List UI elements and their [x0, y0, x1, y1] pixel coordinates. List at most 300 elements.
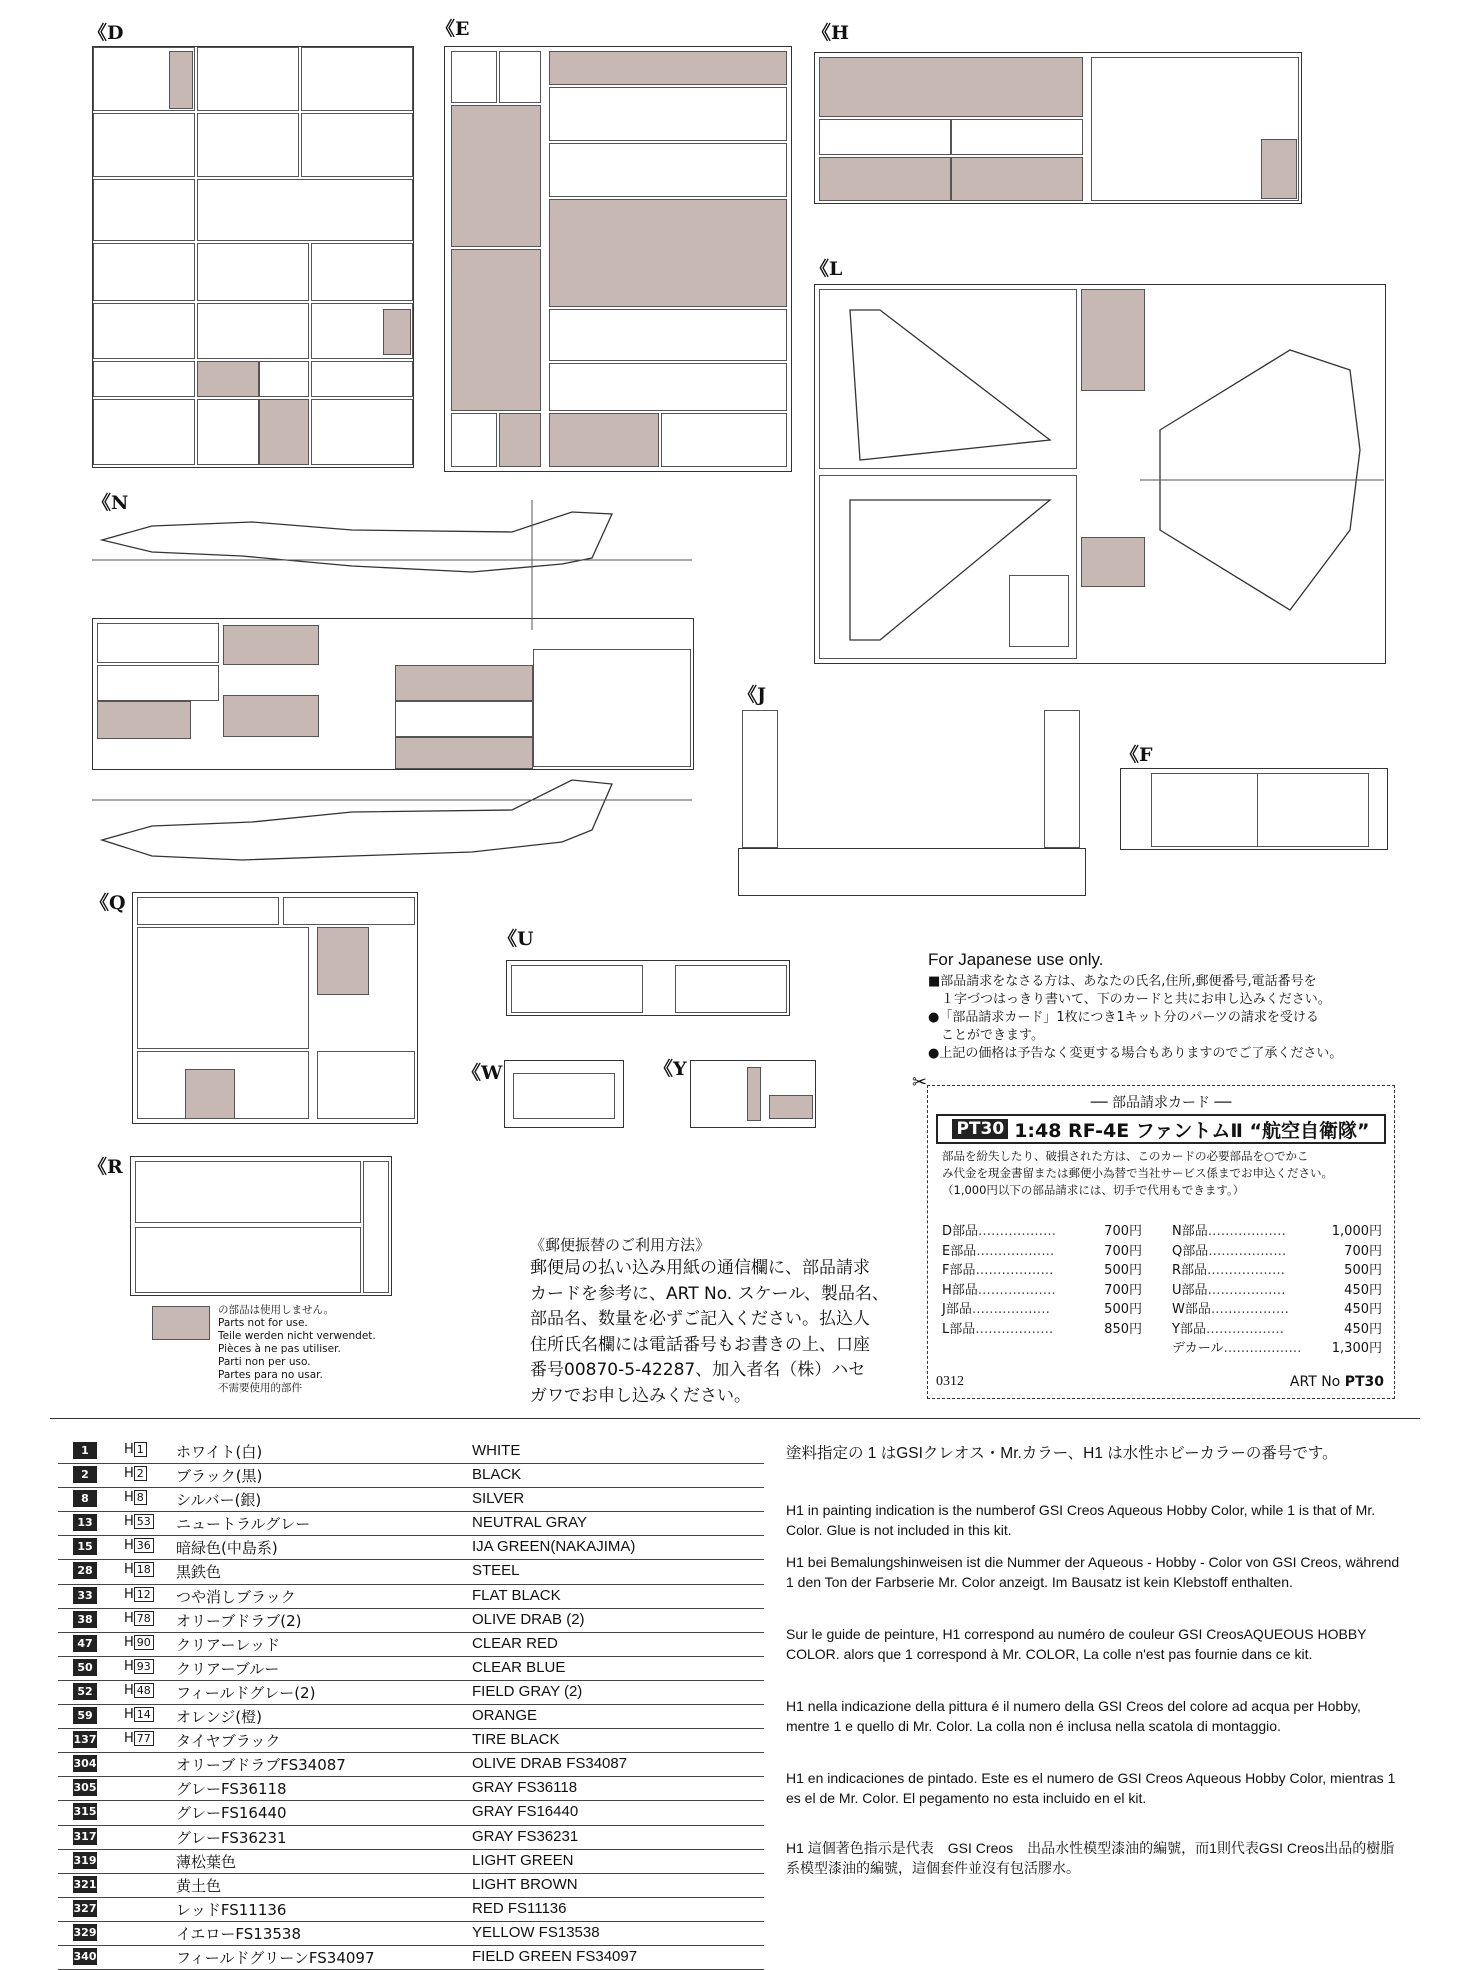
unused-part-cell: [769, 1095, 813, 1119]
paint-name-jp: シルバー(銀): [176, 1491, 262, 1510]
part-cell: [499, 51, 541, 103]
paint-name-en: NEUTRAL GRAY: [472, 1514, 588, 1532]
price-value: 1,300円: [1331, 1341, 1382, 1356]
unused-part-cell: [223, 625, 319, 665]
japanese-use-title: For Japanese use only.: [928, 950, 1104, 969]
section-divider: [50, 1418, 1420, 1419]
paint-row: [58, 1464, 764, 1488]
part-cell: [197, 179, 413, 241]
paint-color-table: [58, 1440, 764, 1970]
paint-name-en: OLIVE DRAB (2): [472, 1610, 585, 1628]
paint-row: [58, 1777, 764, 1801]
mr-color-number: 319: [73, 1853, 97, 1867]
paint-name-en: GRAY FS36231: [472, 1827, 579, 1845]
paint-name-en: GRAY FS16440: [472, 1803, 579, 1821]
paint-name-en: LIGHT BROWN: [472, 1875, 578, 1893]
unused-parts-swatch: [152, 1306, 210, 1340]
part-cell: [93, 303, 195, 359]
postal-line: 郵便局の払い込み用紙の通信欄に、部品請求: [530, 1258, 870, 1278]
unused-part-cell: [549, 199, 787, 307]
sprue-h: [814, 52, 1302, 204]
mr-color-number: 1: [73, 1442, 97, 1459]
sprue-y-label: 《Y: [654, 1058, 687, 1080]
paint-name-jp: クリアーレッド: [176, 1635, 281, 1654]
paint-name-jp: 暗緑色(中島系): [176, 1539, 278, 1558]
mr-color-number: 321: [73, 1877, 97, 1891]
paint-name-jp: 黄土色: [176, 1876, 222, 1895]
paint-name-jp: クリアーブルー: [176, 1659, 280, 1678]
hobby-color-code: [124, 1490, 147, 1505]
part-cell: [395, 701, 533, 737]
price-part: Y部品: [1172, 1321, 1206, 1337]
sprue-e: [444, 46, 792, 472]
note-zh: H1 這個著色指示是代表 GSI Creos 出品水性模型漆油的編號，而1則代表GSI Creos出品的樹脂系模型漆油的編號，這個套件並沒有包活膠水。: [786, 1840, 1395, 1876]
sprue-e-label: 《E: [436, 18, 470, 40]
paint-row: [58, 1560, 764, 1584]
price-row: [942, 1298, 1142, 1317]
price-part: H部品: [942, 1282, 978, 1298]
paint-row: [58, 1874, 764, 1898]
part-cell: [819, 119, 951, 155]
hobby-prefix: H: [124, 1610, 134, 1626]
mr-color-number: 304: [73, 1757, 97, 1771]
sprue-u-label: 《U: [498, 928, 534, 950]
sprue-q-label: 《Q: [90, 892, 126, 914]
part-cell: [533, 649, 691, 767]
part-cell: [951, 119, 1083, 155]
dot-leader: ………………: [975, 1263, 1054, 1278]
part-cell: [549, 309, 787, 361]
part-cell: [197, 399, 259, 465]
hobby-prefix: H: [124, 1658, 134, 1674]
unused-part-cell: [819, 57, 1083, 117]
paint-row: [58, 1633, 764, 1657]
japanese-use-notes: [928, 973, 1342, 1063]
price-row: [942, 1220, 1142, 1239]
part-cell: [311, 399, 413, 465]
paint-name-jp: ホワイト(白): [176, 1443, 263, 1461]
part-cell: [137, 927, 309, 1049]
part-cell: [93, 399, 195, 465]
mr-color-number: 329: [73, 1925, 97, 1939]
mr-color-number: 305: [73, 1781, 97, 1795]
part-cell: [197, 243, 309, 301]
paint-name-en: IJA GREEN(NAKAJIMA): [472, 1538, 636, 1556]
hobby-number: 90: [134, 1635, 154, 1650]
part-cell: [511, 965, 643, 1013]
unused-part-cell: [97, 701, 191, 739]
sprue-j-label: 《J: [738, 684, 766, 706]
price-row: [942, 1279, 1142, 1298]
unused-part-cell: [395, 665, 533, 701]
paint-name-en: CLEAR RED: [472, 1634, 558, 1652]
part-cell: [97, 665, 219, 701]
dot-leader: ………………: [1223, 1341, 1302, 1356]
unused-part-cell: [747, 1067, 761, 1121]
mr-color-number: 8: [73, 1490, 97, 1507]
mr-color-number: 327: [73, 1901, 97, 1915]
legend-line: Teile werden nicht verwendet.: [218, 1330, 376, 1342]
part-cell: [738, 848, 1086, 896]
unused-part-cell: [549, 51, 787, 85]
unused-part-cell: [499, 413, 541, 467]
paint-row: [58, 1440, 764, 1464]
fuselage-half-upper-drawing: [92, 500, 692, 630]
price-value: 450円: [1344, 1282, 1382, 1298]
card-desc-line: み代金を現金書留または郵便小為替で当社サービス係までお申込ください。: [942, 1166, 1333, 1180]
hobby-color-code: [124, 1538, 154, 1553]
paint-name-jp: オリーブドラブFS34087: [176, 1756, 346, 1775]
sprue-f: [1120, 768, 1388, 850]
note-de: H1 bei Bemalungshinweisen ist die Nummer der Aqueous - Hobby - Color von GSI Creos, während 1 den Ton der Farbserie Mr. Color anzeigt. Im Bausatz ist kein Klebstoff enthalten.: [786, 1554, 1400, 1590]
paint-name-en: FLAT BLACK: [472, 1586, 561, 1604]
paint-name-jp: イエローFS13538: [176, 1924, 302, 1943]
unused-part-cell: [1261, 139, 1297, 199]
price-value: 700円: [1344, 1243, 1382, 1259]
price-row: [942, 1259, 1142, 1278]
price-part: D部品: [942, 1224, 979, 1239]
paint-name-en: STEEL: [472, 1562, 520, 1580]
sprue-r-label: 《R: [88, 1156, 123, 1178]
hobby-prefix: H: [124, 1490, 134, 1506]
paint-name-jp: 黒鉄色: [176, 1563, 222, 1582]
sprue-d-label: 《D: [88, 22, 124, 44]
hobby-color-code: [124, 1442, 147, 1457]
hobby-number: 93: [134, 1659, 154, 1674]
postal-title: 《郵便振替のご利用方法》: [530, 1236, 711, 1254]
part-cell: [549, 363, 787, 411]
paint-name-en: WHITE: [472, 1442, 521, 1459]
part-cell: [93, 361, 195, 397]
price-part: N部品: [1172, 1224, 1208, 1239]
hobby-color-code: [124, 1587, 154, 1602]
sprue-h-label: 《H: [812, 22, 849, 44]
part-cell: [742, 710, 778, 848]
card-code: 0312: [936, 1374, 964, 1389]
paint-name-jp: フィールドグレー(2): [176, 1683, 316, 1702]
dot-leader: ………………: [1207, 1282, 1286, 1298]
unused-parts-legend: [218, 1304, 376, 1395]
dot-leader: ………………: [978, 1224, 1057, 1239]
part-cell: [1044, 710, 1080, 848]
paint-row: [58, 1609, 764, 1633]
paint-row: [58, 1753, 764, 1777]
paint-name-jp: オリーブドラブ(2): [176, 1611, 302, 1630]
hobby-prefix: H: [124, 1682, 134, 1698]
price-row: [1172, 1298, 1382, 1317]
price-row: [1172, 1220, 1382, 1239]
unused-part-cell: [223, 695, 319, 737]
card-title-box: [936, 1114, 1386, 1144]
part-cell: [197, 303, 309, 359]
mr-color-number: 28: [73, 1562, 97, 1579]
price-row: [1172, 1259, 1382, 1278]
price-value: 1,000円: [1331, 1224, 1382, 1239]
paint-row: [58, 1850, 764, 1874]
sprue-n-label: 《N: [92, 492, 129, 514]
dot-leader: ………………: [1208, 1243, 1287, 1259]
price-value: 700円: [1104, 1224, 1142, 1239]
art-value: PT30: [1344, 1374, 1384, 1390]
hobby-number: 77: [134, 1731, 154, 1746]
paint-row: [58, 1898, 764, 1922]
price-value: 500円: [1344, 1263, 1382, 1278]
price-value: 700円: [1104, 1243, 1142, 1259]
paint-name-en: FIELD GREEN FS34097: [472, 1947, 638, 1965]
mr-color-number: 13: [73, 1514, 97, 1531]
price-value: 850円: [1104, 1321, 1142, 1337]
note-jp: 塗料指定の 1 はGSIクレオス・Mr.カラー、H1 は水性ホビーカラーの番号です。: [786, 1445, 1338, 1462]
hobby-number: 78: [134, 1611, 154, 1626]
part-cell: [283, 897, 415, 925]
dot-leader: ………………: [975, 1321, 1054, 1337]
note-line: ●「部品請求カード」1枚につき1キット分のパーツの請求を受ける: [928, 1010, 1319, 1025]
card-desc-line: 部品を紛失したり、破損された方は、このカードの必要部品を○でかこ: [942, 1149, 1309, 1163]
dot-leader: ………………: [1210, 1302, 1289, 1317]
card-title: 1:48 RF-4E ファントムⅡ “航空自衛隊”: [1014, 1119, 1370, 1142]
part-cell: [311, 361, 413, 397]
price-part: デカール: [1172, 1341, 1224, 1356]
paint-row: [58, 1826, 764, 1850]
art-number: [1290, 1374, 1384, 1390]
hobby-number: 36: [134, 1538, 154, 1553]
mr-color-number: 2: [73, 1466, 97, 1483]
price-row: [942, 1318, 1142, 1337]
hobby-prefix: H: [124, 1586, 134, 1602]
unused-part-cell: [819, 157, 951, 201]
postal-line: カードを参考に、ART No. スケール、製品名、: [530, 1283, 889, 1304]
wing-parts-drawing: [820, 290, 1070, 650]
paint-name-en: RED FS11136: [472, 1899, 567, 1917]
note-line: ■部品請求をなさる方は、あなたの氏名,住所,郵便番号,電話番号を: [928, 974, 1317, 989]
note-line: ことができます。: [928, 1028, 1044, 1043]
part-cell: [301, 113, 413, 177]
hobby-color-code: [124, 1659, 154, 1674]
paint-name-jp: タイヤブラック: [176, 1732, 281, 1751]
legend-line: 不需要使用的部件: [218, 1382, 302, 1394]
sprue-d: [92, 46, 414, 468]
unused-part-cell: [951, 157, 1083, 201]
card-header: ── 部品請求カード ──: [1090, 1095, 1232, 1111]
part-cell: [363, 1161, 389, 1293]
paint-row: [58, 1657, 764, 1681]
part-cell: [301, 47, 413, 111]
note-it: H1 nella indicazione della pittura é il numero della GSI Creos del colore ad acqua per Hobby, mentre 1 e quello di Mr. Color. La colla non é inclusa nella scatola di montaggio.: [786, 1698, 1361, 1734]
note-fr: Sur le guide de peinture, H1 correspond au numéro de couleur GSI CreosAQUEOUS HOBBY COLOR. alors que 1 correspond à Mr. COLOR, La colle n'est pas fournie dans ce kit.: [786, 1626, 1367, 1662]
unused-part-cell: [197, 361, 259, 397]
mr-color-number: 38: [73, 1611, 97, 1628]
hobby-prefix: H: [124, 1538, 134, 1554]
mr-color-number: 47: [73, 1635, 97, 1652]
legend-line: Parts not for use.: [218, 1317, 308, 1329]
note-line: １字づつはっきり書いて、下のカードと共にお申し込みください。: [928, 992, 1331, 1007]
legend-line: Pièces à ne pas utiliser.: [218, 1343, 341, 1355]
note-en: H1 in painting indication is the numberof GSI Creos Aqueous Hobby Color, while 1 is that of Mr. Color. Glue is not included in this kit.: [786, 1502, 1376, 1538]
unused-part-cell: [317, 927, 369, 995]
paint-row: [58, 1681, 764, 1705]
paint-name-jp: グレーFS16440: [176, 1804, 287, 1823]
hobby-color-code: [124, 1683, 154, 1698]
mr-color-number: 33: [73, 1587, 97, 1604]
part-cell: [197, 47, 299, 111]
paint-row: [58, 1488, 764, 1512]
hobby-color-code: [124, 1611, 154, 1626]
paint-row: [58, 1585, 764, 1609]
price-part: L部品: [942, 1321, 976, 1337]
hobby-prefix: H: [124, 1442, 134, 1457]
dot-leader: ………………: [977, 1282, 1056, 1298]
postal-line: ガワでお申し込みください。: [530, 1385, 751, 1406]
part-cell: [675, 965, 787, 1013]
paint-name-jp: グレーFS36118: [176, 1780, 287, 1799]
mr-color-number: 137: [73, 1733, 97, 1747]
paint-name-en: OLIVE DRAB FS34087: [472, 1755, 628, 1773]
part-cell: [549, 143, 787, 197]
hobby-color-code: [124, 1562, 154, 1577]
card-badge: PT30: [952, 1119, 1008, 1139]
price-value: 450円: [1344, 1321, 1382, 1337]
hobby-prefix: H: [124, 1707, 134, 1723]
sprue-y: [690, 1060, 816, 1128]
art-label: ART No: [1289, 1374, 1341, 1390]
part-cell: [197, 113, 299, 177]
hobby-number: 8: [134, 1490, 147, 1505]
price-row: [1172, 1279, 1382, 1298]
hobby-number: 14: [134, 1707, 154, 1722]
paint-row: [58, 1946, 764, 1970]
price-part: F部品: [942, 1263, 976, 1278]
hobby-prefix: H: [124, 1731, 134, 1747]
part-cell: [451, 51, 497, 103]
postal-line: 部品名、数量を必ずご記入ください。払込人: [530, 1309, 870, 1329]
price-part: E部品: [942, 1243, 977, 1259]
part-cell: [93, 243, 195, 301]
part-cell: [259, 361, 309, 397]
unused-part-cell: [383, 309, 411, 355]
sprue-w: [504, 1060, 624, 1128]
price-part: J部品: [942, 1302, 972, 1317]
sprue-n: [92, 618, 694, 770]
postal-line: 番号00870-5-42287、加入者名（株）ハセ: [530, 1360, 866, 1380]
paint-name-en: ORANGE: [472, 1707, 538, 1725]
part-cell: [661, 413, 787, 467]
price-value: 700円: [1104, 1282, 1142, 1298]
price-value: 450円: [1344, 1302, 1382, 1317]
part-cell: [137, 897, 279, 925]
unused-part-cell: [451, 249, 541, 411]
part-cell: [311, 243, 413, 301]
paint-name-en: TIRE BLACK: [472, 1731, 560, 1749]
paint-name-jp: ブラック(黒): [176, 1467, 263, 1486]
paint-row: [58, 1729, 764, 1753]
paint-name-en: CLEAR BLUE: [472, 1658, 566, 1676]
paint-row: [58, 1705, 764, 1729]
paint-name-en: FIELD GRAY (2): [472, 1682, 583, 1700]
paint-name-jp: 薄松葉色: [176, 1852, 237, 1871]
sprue-q: [132, 892, 418, 1124]
note-es: H1 en indicaciones de pintado. Este es el numero de GSI Creos Aqueous Hobby Color, mientras 1 es el de Mr. Color. El pegamento no esta incluido en el kit.: [786, 1770, 1396, 1806]
hobby-number: 48: [134, 1683, 154, 1698]
hobby-prefix: H: [124, 1466, 134, 1482]
paint-name-jp: ニュートラルグレー: [176, 1515, 311, 1534]
unused-part-cell: [1081, 537, 1145, 587]
unused-part-cell: [1081, 289, 1145, 391]
paint-name-jp: レッドFS11136: [176, 1900, 287, 1919]
paint-name-en: YELLOW FS13538: [472, 1923, 600, 1941]
price-value: 500円: [1104, 1263, 1142, 1278]
price-part: R部品: [1172, 1263, 1208, 1278]
fuselage-half-lower-drawing: [92, 760, 692, 880]
dot-leader: ………………: [976, 1243, 1055, 1259]
unused-part-cell: [185, 1069, 235, 1119]
mr-color-number: 59: [73, 1707, 97, 1724]
hobby-color-code: [124, 1731, 154, 1746]
paint-name-jp: フィールドグリーンFS34097: [176, 1948, 375, 1967]
unused-part-cell: [169, 51, 193, 109]
sprue-j: [738, 708, 1084, 894]
paint-name-jp: つや消しブラック: [176, 1587, 296, 1606]
sprue-f-label: 《F: [1120, 744, 1153, 766]
hobby-number: 18: [134, 1562, 154, 1577]
price-value: 500円: [1104, 1302, 1142, 1317]
paint-row: [58, 1536, 764, 1560]
mr-color-number: 52: [73, 1683, 97, 1700]
unused-part-cell: [549, 413, 659, 467]
paint-name-en: BLACK: [472, 1466, 522, 1484]
part-cell: [1257, 773, 1369, 847]
sprue-r: [130, 1156, 392, 1296]
note-line: ●上記の価格は予告なく変更する場合もありますのでご了承ください。: [928, 1046, 1343, 1061]
paint-name-jp: オレンジ(橙): [176, 1708, 262, 1727]
price-part: W部品: [1172, 1302, 1211, 1317]
hobby-prefix: H: [124, 1514, 134, 1530]
mr-color-number: 317: [73, 1829, 97, 1843]
hobby-prefix: H: [124, 1634, 134, 1650]
paint-name-en: SILVER: [472, 1490, 525, 1508]
part-cell: [451, 413, 497, 467]
hobby-number: 2: [134, 1466, 147, 1481]
part-cell: [135, 1227, 361, 1293]
hobby-number: 1: [134, 1442, 147, 1457]
price-row: [1172, 1318, 1382, 1337]
hobby-color-code: [124, 1466, 147, 1481]
scissors-icon: ✂: [912, 1072, 928, 1093]
postal-instructions: [530, 1256, 889, 1409]
unused-part-cell: [259, 399, 309, 465]
part-cell: [513, 1073, 615, 1119]
mr-color-number: 15: [73, 1538, 97, 1555]
lower-wing-drawing: [1140, 330, 1384, 630]
dot-leader: ………………: [1205, 1321, 1284, 1337]
hobby-number: 12: [134, 1587, 154, 1602]
hobby-prefix: H: [124, 1562, 134, 1578]
paint-row: [58, 1922, 764, 1946]
legend-line: Parti non per uso.: [218, 1356, 311, 1368]
price-row: [1172, 1240, 1382, 1259]
price-row: [942, 1240, 1142, 1259]
dot-leader: ………………: [1207, 1224, 1286, 1239]
hobby-color-code: [124, 1514, 154, 1529]
postal-line: 住所氏名欄には電話番号もお書きの上、口座: [530, 1334, 870, 1355]
mr-color-number: 315: [73, 1805, 97, 1819]
unused-part-cell: [451, 105, 541, 247]
paint-name-en: LIGHT GREEN: [472, 1851, 574, 1869]
price-row: [1172, 1337, 1382, 1356]
part-cell: [549, 87, 787, 141]
hobby-number: 53: [134, 1514, 154, 1529]
paint-row: [58, 1512, 764, 1536]
parts-request-card: [927, 1085, 1395, 1399]
